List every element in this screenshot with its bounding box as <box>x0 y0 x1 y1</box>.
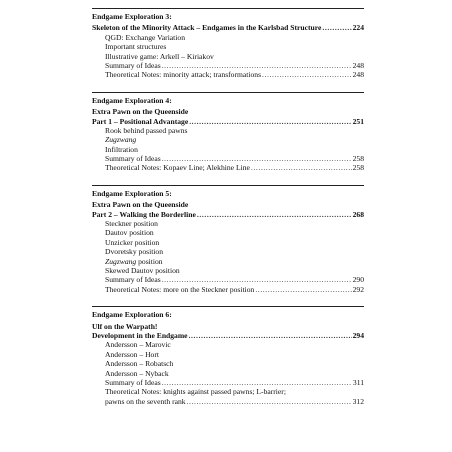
page-number: 248 <box>352 70 364 80</box>
toc-item <box>92 70 364 79</box>
chapter-title: Skeleton of the Minority Attack – Endgames in the Karlsbad Structure <box>92 23 322 33</box>
toc-item <box>92 378 364 387</box>
toc-item: Zugzwang <box>105 135 137 145</box>
chapter-title: Part 1 – Positional Advantage <box>92 116 189 126</box>
leader-dots <box>251 163 352 172</box>
leader-dots <box>262 70 352 79</box>
chapter-entry[interactable] <box>92 117 364 126</box>
toc-item: Skewed Dautov position <box>105 265 180 275</box>
toc-item: Theoretical Notes: knights against passed pawns; L-barrier; <box>105 387 286 397</box>
leader-dots <box>189 117 351 126</box>
page-number: 248 <box>352 60 364 70</box>
toc-item-text: Theoretical Notes: minority attack; transformations <box>105 70 262 80</box>
toc-item: Rook behind passed pawns <box>105 125 188 135</box>
chapter-title: Part 2 – Walking the Borderline <box>92 209 196 219</box>
leader-dots <box>322 23 351 32</box>
section-heading: Endgame Exploration 3: <box>92 12 172 21</box>
section-subheading: Extra Pawn on the Queenside <box>92 200 189 210</box>
toc-item <box>92 257 364 266</box>
page-number: 268 <box>352 209 364 219</box>
toc-item: Dautov position <box>105 228 154 238</box>
leader-dots <box>189 331 352 340</box>
section-heading: Endgame Exploration 5: <box>92 188 172 198</box>
toc-item: Unzicker position <box>105 237 160 247</box>
page-number: 292 <box>352 284 364 294</box>
section-divider <box>92 185 364 186</box>
page-number: 258 <box>352 163 364 173</box>
page-number: 312 <box>352 396 364 406</box>
chapter-entry[interactable] <box>92 331 364 340</box>
toc-section-exploration-3 <box>92 8 364 80</box>
toc-item: Important structures <box>105 42 167 52</box>
toc-item: Dvoretsky position <box>105 247 164 257</box>
leader-dots <box>187 397 352 406</box>
page-number: 290 <box>352 275 364 285</box>
toc-item <box>92 163 364 172</box>
page-number: 258 <box>352 154 364 164</box>
toc-item-rest: position <box>136 256 163 266</box>
chapter-title: Development in the Endgame <box>92 330 188 340</box>
toc-item-text: Theoretical Notes: Kopaev Line; Alekhine Line <box>105 163 250 173</box>
section-divider <box>92 92 364 93</box>
toc-item: Andersson – Robatsch <box>105 359 174 369</box>
chapter-entry[interactable] <box>92 210 364 219</box>
toc-item <box>92 397 364 406</box>
chapter-entry[interactable] <box>92 23 364 32</box>
toc-item: Andersson – Nyback <box>105 368 169 378</box>
toc-item-text: Summary of Ideas <box>105 275 161 285</box>
section-subheading: Ulf on the Warpath! <box>92 321 158 331</box>
section-heading: Endgame Exploration 6: <box>92 310 172 320</box>
toc-page <box>92 8 364 418</box>
page-number: 224 <box>352 23 364 33</box>
toc-section-exploration-5 <box>92 185 364 294</box>
toc-section-exploration-6 <box>92 306 364 406</box>
toc-item <box>92 61 364 70</box>
toc-item-text: Summary of Ideas <box>105 154 161 164</box>
toc-item: Infiltration <box>105 144 138 154</box>
toc-item-text: Summary of Ideas <box>105 377 161 387</box>
toc-section-exploration-4 <box>92 92 364 173</box>
toc-item: Illustrative game: Arkell – Kiriakov <box>105 51 214 61</box>
section-divider <box>92 306 364 307</box>
section-divider <box>92 8 364 9</box>
page-number: 251 <box>352 116 364 126</box>
toc-item-italic: Zugzwang <box>105 256 137 266</box>
leader-dots <box>162 154 352 163</box>
leader-dots <box>162 378 352 387</box>
page-number: 294 <box>352 330 364 340</box>
toc-item: Steckner position <box>105 219 158 229</box>
page-number: 311 <box>352 377 364 387</box>
leader-dots <box>162 275 352 284</box>
toc-item <box>92 275 364 284</box>
toc-item: Andersson – Hort <box>105 349 159 359</box>
toc-item-text: Theoretical Notes: more on the Steckner position <box>105 284 255 294</box>
toc-item <box>92 154 364 163</box>
section-heading: Endgame Exploration 4: <box>92 95 172 105</box>
toc-item-text: Summary of Ideas <box>105 60 161 70</box>
section-subheading: Extra Pawn on the Queenside <box>92 107 189 117</box>
toc-item: Andersson – Marovic <box>105 340 171 350</box>
leader-dots <box>255 285 351 294</box>
toc-item <box>92 285 364 294</box>
leader-dots <box>197 210 352 219</box>
toc-item-text: pawns on the seventh rank <box>105 396 186 406</box>
toc-item: QGD: Exchange Variation <box>105 32 185 42</box>
leader-dots <box>162 61 352 70</box>
